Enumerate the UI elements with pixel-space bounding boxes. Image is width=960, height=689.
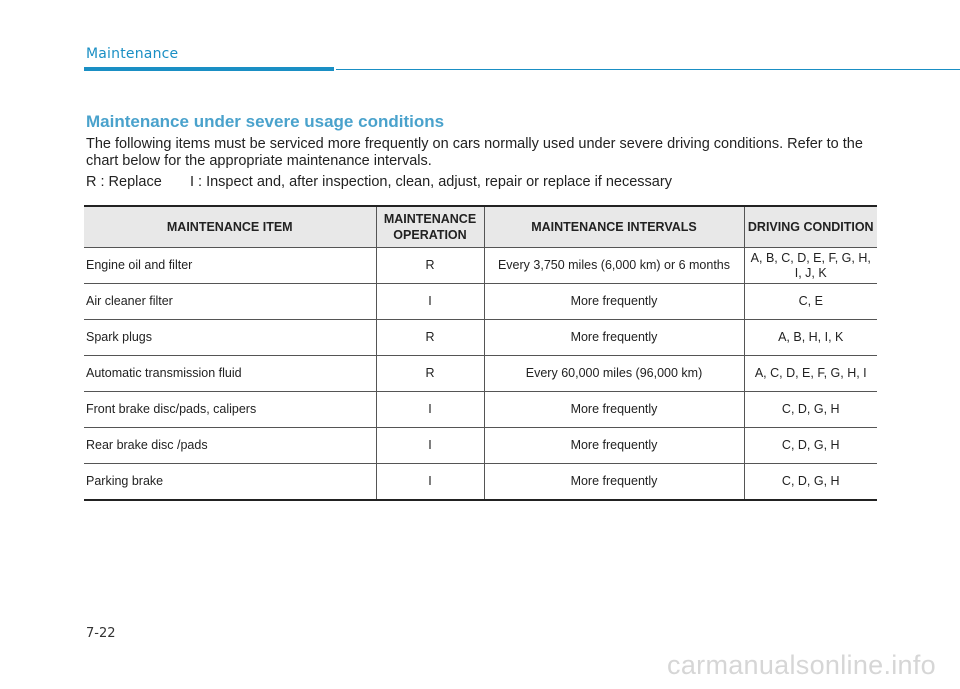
cell-interval: More frequently (484, 428, 744, 464)
cell-item: Engine oil and filter (84, 248, 376, 284)
cell-condition: A, B, H, I, K (744, 320, 877, 356)
cell-operation: I (376, 392, 484, 428)
cell-item: Air cleaner filter (84, 284, 376, 320)
header-rule-thick (84, 67, 334, 71)
cell-condition: A, B, C, D, E, F, G, H, I, J, K (744, 248, 877, 284)
column-header-condition: DRIVING CONDITION (744, 206, 877, 248)
cell-operation: I (376, 428, 484, 464)
cell-operation: R (376, 248, 484, 284)
cell-operation: I (376, 284, 484, 320)
cell-interval: More frequently (484, 464, 744, 501)
cell-item: Parking brake (84, 464, 376, 501)
header-rule-thin (336, 69, 960, 70)
table-row (84, 392, 877, 428)
page-number: 7-22 (86, 626, 116, 641)
column-header-item: MAINTENANCE ITEM (84, 206, 376, 248)
column-header-operation: MAINTENANCE OPERATION (376, 206, 484, 248)
table-row (84, 248, 877, 284)
section-title: Maintenance under severe usage conditions (86, 112, 445, 131)
table-row (84, 356, 877, 392)
maintenance-table (84, 205, 877, 501)
legend-line (86, 174, 672, 190)
cell-interval: More frequently (484, 392, 744, 428)
cell-interval: More frequently (484, 284, 744, 320)
cell-item: Automatic transmission fluid (84, 356, 376, 392)
cell-condition: C, D, G, H (744, 464, 877, 501)
table-header-row (84, 206, 877, 248)
watermark: carmanualsonline.info (667, 650, 936, 680)
cell-interval: Every 3,750 miles (6,000 km) or 6 months (484, 248, 744, 284)
table-row (84, 320, 877, 356)
column-header-intervals: MAINTENANCE INTERVALS (484, 206, 744, 248)
table-row (84, 428, 877, 464)
cell-item: Rear brake disc /pads (84, 428, 376, 464)
cell-condition: C, E (744, 284, 877, 320)
legend-inspect: I : Inspect and, after inspection, clean, adjust, repair or replace if necessary (189, 174, 672, 190)
cell-interval: More frequently (484, 320, 744, 356)
cell-condition: C, D, G, H (744, 392, 877, 428)
cell-interval: Every 60,000 miles (96,000 km) (484, 356, 744, 392)
cell-item: Front brake disc/pads, calipers (84, 392, 376, 428)
cell-condition: C, D, G, H (744, 428, 877, 464)
legend-replace: R : Replace (86, 174, 162, 190)
table-row (84, 284, 877, 320)
cell-operation: R (376, 320, 484, 356)
table-row (84, 464, 877, 501)
cell-operation: I (376, 464, 484, 501)
intro-paragraph: The following items must be serviced more frequently on cars normally used under severe driving conditions. Refer to the chart below for the appropriate maintenance intervals. (86, 136, 863, 169)
cell-item: Spark plugs (84, 320, 376, 356)
section-header: Maintenance (86, 46, 179, 62)
cell-operation: R (376, 356, 484, 392)
cell-condition: A, C, D, E, F, G, H, I (744, 356, 877, 392)
